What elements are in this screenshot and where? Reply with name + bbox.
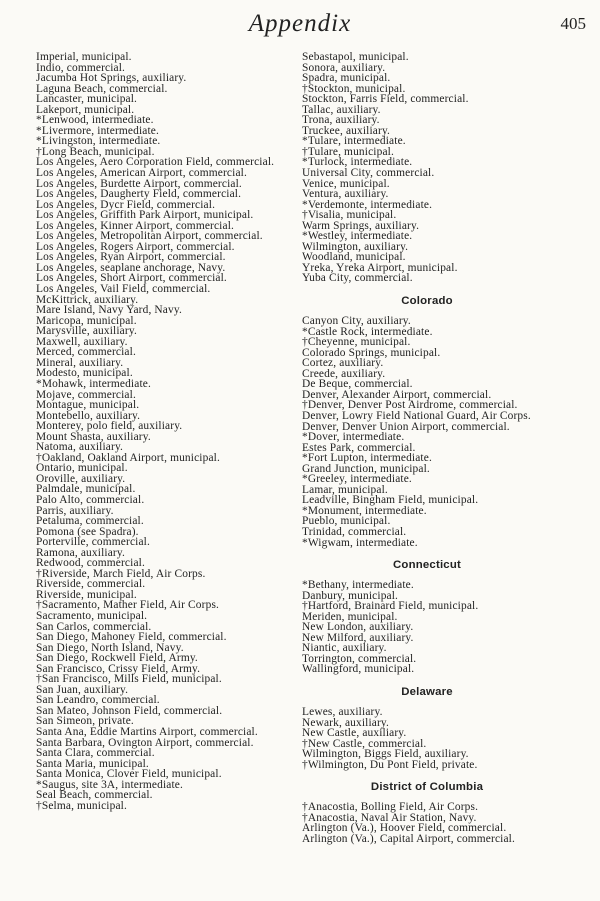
list-item: *Tulare, intermediate.: [302, 135, 406, 148]
list-item: †Anacostia, Naval Air Station, Navy.: [302, 811, 477, 824]
colorado-entries-list: [296, 316, 558, 548]
list-item: Spadra, municipal.: [302, 72, 391, 85]
list-item: Natoma, auxiliary.: [36, 441, 124, 454]
list-item: Oroville, auxiliary.: [36, 472, 126, 485]
list-item: San Diego, Rockwell Field, Army.: [36, 652, 198, 665]
list-item: Los Angeles, Kinner Airport, commercial.: [36, 219, 235, 232]
list-item: Lamar, municipal.: [302, 483, 388, 496]
list-item: *Castle Rock, intermediate.: [302, 325, 433, 338]
section-heading-delaware: Delaware: [401, 685, 453, 698]
page-number: 405: [560, 14, 586, 33]
list-item: Riverside, municipal.: [36, 588, 137, 601]
list-item: Creede, auxiliary.: [302, 367, 386, 380]
list-item: New Castle, auxiliary.: [302, 727, 407, 740]
list-item: San Carlos, commercial.: [36, 620, 152, 633]
list-item: Redwood, commercial.: [36, 557, 145, 570]
list-item: Montague, municipal.: [36, 399, 140, 412]
list-item: Wilmington, Biggs Field, auxiliary.: [302, 748, 469, 761]
list-item: †Visalia, municipal.: [302, 209, 397, 222]
list-item: Universal City, commercial.: [302, 167, 435, 180]
list-item: San Diego, North Island, Navy.: [36, 641, 184, 654]
list-item: Los Angeles, Griffith Park Airport, municipal.: [36, 209, 254, 222]
list-item: Palo Alto, commercial.: [36, 493, 145, 506]
list-item: †Riverside, March Field, Air Corps.: [36, 567, 206, 580]
list-item: *Turlock, intermediate.: [302, 156, 413, 169]
list-item: *Westley, intermediate.: [302, 230, 413, 243]
right-column: [296, 52, 558, 844]
section-heading-colorado: Colorado: [401, 295, 453, 308]
list-item: Estes Park, commercial.: [302, 441, 416, 454]
list-item: *Greeley, intermediate.: [302, 473, 412, 486]
list-item: Maxwell, auxiliary.: [36, 335, 128, 348]
list-item: Los Angeles, Burdette Airport, commercial.: [36, 177, 242, 190]
list-item: Lakeport, municipal.: [36, 103, 135, 116]
list-item: San Leandro, commercial.: [36, 694, 160, 707]
list-item: Wallingford, municipal.: [302, 663, 415, 676]
list-item: *Verdemonte, intermediate.: [302, 198, 433, 211]
list-item: Monterey, polo field, auxiliary.: [36, 420, 183, 433]
list-item: Newark, auxiliary.: [302, 716, 390, 729]
list-item: †Sacramento, Mather Field, Air Corps.: [36, 599, 220, 612]
list-item: Sacramento, municipal.: [36, 609, 148, 622]
list-item: †Anacostia, Bolling Field, Air Corps.: [302, 801, 479, 814]
list-item: Laguna Beach, commercial.: [36, 82, 168, 95]
list-item: *Saugus, site 3A, intermediate.: [36, 778, 184, 791]
list-item: Montebello, auxiliary.: [36, 409, 141, 422]
list-item: Danbury, municipal.: [302, 589, 399, 602]
section-heading-connecticut: Connecticut: [392, 559, 461, 572]
list-item: Warm Springs, auxiliary.: [302, 219, 420, 232]
list-item: Cortez, auxiliary.: [302, 357, 384, 370]
list-item: Mojave, commercial.: [36, 388, 136, 401]
list-item: Los Angeles, Ryan Airport, commercial.: [36, 251, 226, 264]
list-item: †Tulare, municipal.: [302, 145, 394, 158]
delaware-entries-list: [296, 707, 558, 770]
list-item: Santa Ana, Eddie Martins Airport, commercial.: [36, 726, 258, 738]
list-item: †Wilmington, Du Pont Field, private.: [302, 758, 478, 771]
list-item: Venice, municipal.: [302, 177, 390, 190]
list-item: Yuba City, commercial.: [302, 272, 413, 285]
list-item: Los Angeles, American Airport, commercial.: [36, 167, 247, 180]
list-item: †Denver, Denver Post Airdrome, commercial.: [302, 399, 518, 412]
list-item: Parris, auxiliary.: [36, 504, 114, 517]
list-item: Arlington (Va.), Hoover Field, commercial.: [302, 822, 507, 835]
list-item: *Wigwam, intermediate.: [302, 536, 418, 549]
list-item: Torrington, commercial.: [302, 652, 417, 665]
list-item: Truckee, auxiliary.: [302, 124, 391, 137]
list-item: Riverside, commercial.: [36, 578, 146, 591]
list-item: †San Francisco, Mills Field, municipal.: [36, 673, 222, 686]
list-item: *Livingston, intermediate.: [36, 135, 161, 148]
list-item: Yreka, Yreka Airport, municipal.: [302, 261, 458, 274]
list-item: Petaluma, commercial.: [36, 515, 144, 528]
list-item: Indio, commercial.: [36, 61, 126, 74]
list-item: Seal Beach, commercial.: [36, 789, 153, 802]
district-of-columbia-entries-list: [296, 802, 558, 844]
list-item: San Diego, Mahoney Field, commercial.: [36, 631, 227, 644]
list-item: Los Angeles, Vail Field, commercial.: [36, 283, 211, 296]
list-item: *Bethany, intermediate.: [302, 579, 414, 592]
list-item: *Lenwood, intermediate.: [36, 114, 154, 127]
list-item: San Juan, auxiliary.: [36, 683, 129, 696]
list-item: Woodland, municipal.: [302, 251, 406, 264]
list-item: Mare Island, Navy Yard, Navy.: [36, 304, 182, 317]
list-item: Modesto, municipal.: [36, 367, 133, 380]
list-item: Los Angeles, Aero Corporation Field, commercial.: [36, 156, 275, 169]
list-item: Imperial, municipal.: [36, 51, 132, 63]
list-item: Meriden, municipal.: [302, 610, 398, 623]
list-item: †Long Beach, municipal.: [36, 145, 155, 158]
list-item: Palmdale, municipal.: [36, 483, 136, 496]
list-item: Marysville, auxiliary.: [36, 325, 137, 338]
list-item: Maricopa, municipal.: [36, 314, 137, 327]
list-item: Ramona, auxiliary.: [36, 546, 125, 559]
list-item: Lewes, auxiliary.: [302, 705, 383, 718]
list-item: McKittrick, auxiliary.: [36, 293, 139, 306]
california-continued-list: [296, 52, 558, 284]
page-header: [0, 6, 600, 40]
list-item: Merced, commercial.: [36, 346, 136, 359]
list-item: Sebastapol, municipal.: [302, 51, 409, 63]
list-item: Grand Junction, municipal.: [302, 462, 430, 475]
list-item: New London, auxiliary.: [302, 621, 414, 634]
list-item: †Cheyenne, municipal.: [302, 336, 411, 349]
list-item: Los Angeles, Daugherty Field, commercial.: [36, 188, 242, 201]
list-item: Ontario, municipal.: [36, 462, 128, 475]
list-item: †New Castle, commercial.: [302, 737, 427, 750]
list-item: Denver, Lowry Field National Guard, Air Corps.: [302, 409, 531, 422]
list-item: *Monument, intermediate.: [302, 504, 427, 517]
list-item: San Mateo, Johnson Field, commercial.: [36, 704, 223, 717]
list-item: Mineral, auxiliary.: [36, 356, 124, 369]
list-item: Los Angeles, Metropolitan Airport, commercial.: [36, 230, 263, 243]
list-item: Sonora, auxiliary.: [302, 61, 386, 74]
connecticut-entries-list: [296, 580, 558, 675]
list-item: Porterville, commercial.: [36, 536, 150, 549]
list-item: †Hartford, Brainard Field, municipal.: [302, 600, 479, 613]
list-item: Pueblo, municipal.: [302, 515, 391, 528]
page-title: Appendix: [248, 10, 352, 37]
list-item: Denver, Denver Union Airport, commercial.: [302, 420, 510, 433]
list-item: †Stockton, municipal.: [302, 82, 406, 95]
list-item: Arlington (Va.), Capital Airport, commercial.: [302, 832, 515, 845]
list-item: Colorado Springs, municipal.: [302, 346, 441, 359]
list-item: New Milford, auxiliary.: [302, 631, 414, 644]
list-item: San Francisco, Crissy Field, Army.: [36, 662, 201, 675]
list-item: Niantic, auxiliary.: [302, 642, 387, 655]
list-item: Trinidad, commercial.: [302, 525, 407, 538]
list-item: †Selma, municipal.: [36, 799, 127, 812]
list-item: San Simeon, private.: [36, 715, 134, 728]
list-item: *Livermore, intermediate.: [36, 124, 159, 137]
list-item: Los Angeles, Short Airport, commercial.: [36, 272, 227, 285]
list-item: Santa Maria, municipal.: [36, 757, 149, 770]
list-item: *Mohawk, intermediate.: [36, 377, 151, 390]
list-item: Santa Clara, commercial.: [36, 747, 155, 760]
list-item: Denver, Alexander Airport, commercial.: [302, 388, 492, 401]
left-column: [30, 52, 295, 811]
list-item: Wilmington, auxiliary.: [302, 240, 409, 253]
section-heading-district-of-columbia: District of Columbia: [370, 781, 484, 794]
list-item: Trona, auxiliary.: [302, 114, 380, 127]
list-item: Leadville, Bingham Field, municipal.: [302, 494, 479, 507]
list-item: Tallac, auxiliary.: [302, 103, 381, 116]
list-item: Stockton, Farris Field, commercial.: [302, 93, 469, 106]
list-item: Mount Shasta, auxiliary.: [36, 430, 151, 443]
list-item: Canyon City, auxiliary.: [302, 315, 411, 328]
list-item: Los Angeles, Dycr Field, commercial.: [36, 198, 216, 211]
california-entries-list: [30, 52, 295, 811]
list-item: *Dover, intermediate.: [302, 431, 405, 444]
list-item: Santa Barbara, Ovington Airport, commercial.: [36, 736, 254, 749]
list-item: Pomona (see Spadra).: [36, 525, 139, 538]
list-item: Santa Monica, Clover Field, municipal.: [36, 768, 222, 781]
list-item: †Oakland, Oakland Airport, municipal.: [36, 451, 220, 464]
list-item: Los Angeles, seaplane anchorage, Navy.: [36, 261, 226, 274]
list-item: Jacumba Hot Springs, auxiliary.: [36, 72, 187, 85]
list-item: De Beque, commercial.: [302, 378, 413, 391]
list-item: Los Angeles, Rogers Airport, commercial.: [36, 240, 235, 253]
list-item: *Fort Lupton, intermediate.: [302, 452, 432, 465]
list-item: Lancaster, municipal.: [36, 93, 138, 106]
list-item: Ventura, auxiliary.: [302, 188, 389, 201]
